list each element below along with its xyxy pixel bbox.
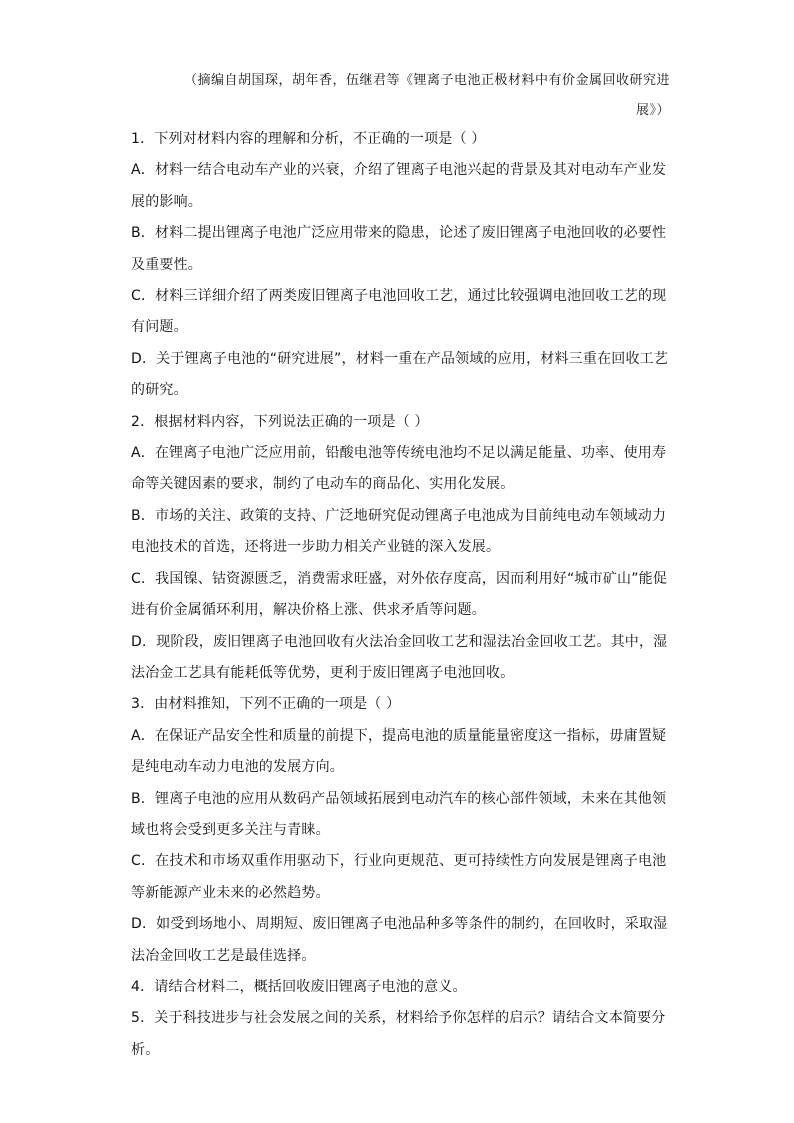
question-1-option-d-cont: 的研究。	[131, 382, 188, 399]
question-5-stem-cont: 析。	[131, 1041, 160, 1058]
question-1-stem: 1．下列对材料内容的理解和分析，不正确的一项是（ ）	[131, 131, 486, 147]
question-2-option-d-cont: 法冶金工艺具有能耗低等优势，更利于废旧锂离子电池回收。	[131, 664, 515, 681]
question-3-option-b: B．锂离子电池的应用从数码产品领域拓展到电动汽车的核心部件领域，未来在其他领	[131, 790, 667, 807]
question-3-option-a: A．在保证产品安全性和质量的前提下，提高电池的质量能量密度这一指标，毋庸置疑	[131, 727, 667, 744]
question-1-option-d: D．关于锂离子电池的“研究进展”，材料一重在产品领域的应用，材料三重在回收工艺	[131, 350, 669, 367]
question-2-option-c: C．我国镍、钴资源匮乏，消费需求旺盛，对外依存度高，因而利用好“城市矿山”能促	[131, 570, 668, 587]
question-1-option-b-cont: 及重要性。	[131, 256, 202, 273]
question-2-option-b-cont: 电池技术的首选，还将进一步助力相关产业链的深入发展。	[131, 539, 501, 556]
question-1-option-b: B．材料二提出锂离子电池广泛应用带来的隐患，论述了废旧锂离子电池回收的必要性	[131, 225, 667, 242]
question-1-option-c: C．材料三详细介绍了两类废旧锂离子电池回收工艺，通过比较强调电池回收工艺的现	[131, 288, 667, 305]
question-3-option-c: C．在技术和市场双重作用驱动下，行业向更规范、更可持续性方向发展是锂离子电池	[131, 853, 667, 870]
question-2-option-a-cont: 命等关键因素的要求，制约了电动车的商品化、实用化发展。	[131, 476, 515, 493]
question-3-option-b-cont: 域也将会受到更多关注与青睐。	[131, 821, 330, 838]
source-citation-line-2: 展》）	[635, 103, 670, 118]
question-1-option-a: A．材料一结合电动车产业的兴衰，介绍了锂离子电池兴起的背景及其对电动车产业发	[131, 162, 667, 179]
question-2-option-b: B．市场的关注、政策的支持、广泛地研究促动锂离子电池成为目前纯电动车领域动力	[131, 507, 667, 524]
question-2-option-c-cont: 进有价金属循环利用，解决价格上涨、供求矛盾等问题。	[131, 602, 486, 619]
question-2-stem: 2．根据材料内容，下列说法正确的一项是（ ）	[131, 413, 429, 430]
question-5-stem: 5．关于科技进步与社会发展之间的关系，材料给予你怎样的启示？请结合文本简要分	[131, 1010, 666, 1027]
question-3-option-d-cont: 法冶金回收工艺是最佳选择。	[131, 947, 316, 964]
question-3-option-d: D．如受到场地小、周期短、废旧锂离子电池品种多等条件的制约，在回收时，采取湿	[131, 916, 668, 933]
questions-body	[131, 124, 669, 1066]
question-1-option-c-cont: 有问题。	[131, 319, 188, 336]
question-3-option-c-cont: 等新能源产业未来的必然趋势。	[131, 884, 330, 901]
source-citation-line-1: （摘编自胡国琛，胡年香，伍继君等《锂离子电池正极材料中有价金属回收研究进	[183, 73, 670, 88]
question-1-option-a-cont: 展的影响。	[131, 193, 202, 210]
question-2-option-a: A．在锂离子电池广泛应用前，铅酸电池等传统电池均不足以满足能量、功率、使用寿	[131, 445, 667, 462]
question-3-option-a-cont: 是纯电动车动力电池的发展方向。	[131, 759, 344, 776]
question-4-stem: 4．请结合材料二，概括回收废旧锂离子电池的意义。	[131, 978, 467, 995]
question-2-option-d: D．现阶段，废旧锂离子电池回收有火法冶金回收工艺和湿法冶金回收工艺。其中，湿	[131, 633, 668, 650]
question-3-stem: 3．由材料推知，下列不正确的一项是（ ）	[131, 696, 401, 713]
